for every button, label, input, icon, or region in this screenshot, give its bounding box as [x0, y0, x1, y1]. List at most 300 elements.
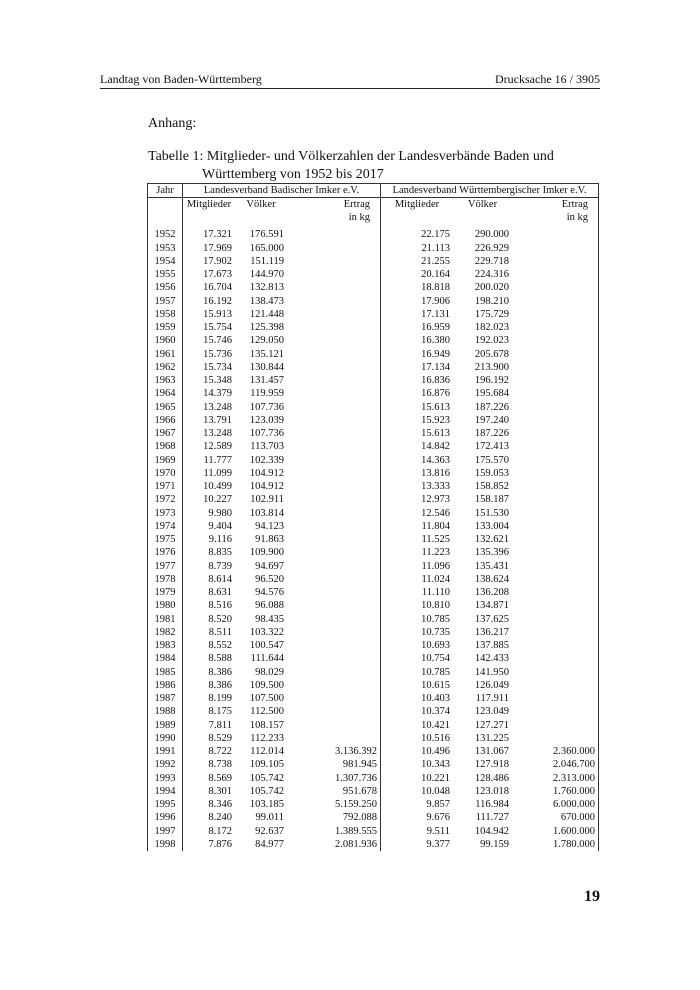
cell-members-wuerttemberg: 16.876: [381, 387, 454, 400]
cell-yield-wuerttemberg: [512, 308, 599, 321]
cell-yield-baden: [287, 679, 381, 692]
table-row: [148, 758, 599, 771]
cell-colonies-wuerttemberg: 172.413: [474, 441, 509, 453]
cell-colonies-baden: 176.591: [249, 229, 284, 241]
cell-colonies-wuerttemberg: 224.316: [474, 269, 509, 281]
cell-year: 1966: [148, 414, 183, 427]
cell-members-baden: 15.754: [183, 321, 236, 334]
cell-colonies-baden: 129.050: [249, 335, 284, 347]
col-header-colonies-wuerttemberg: Völker: [467, 199, 498, 211]
cell-colonies-wuerttemberg: 133.004: [474, 520, 509, 532]
col-header-yield-wuerttemberg: [512, 198, 599, 227]
cell-colonies-wuerttemberg: 137.885: [474, 640, 509, 652]
cell-year: 1998: [148, 838, 183, 851]
cell-colonies-wuerttemberg: 126.049: [474, 679, 509, 691]
cell-members-baden: 13.248: [183, 401, 236, 414]
table-row: [148, 785, 599, 798]
cell-members-baden: 15.734: [183, 361, 236, 374]
cell-yield-baden: 5.159.250: [335, 799, 377, 811]
cell-yield-baden: [287, 348, 381, 361]
cell-colonies-baden: 130.844: [249, 361, 284, 373]
cell-yield-baden: [287, 255, 381, 268]
cell-members-wuerttemberg: 10.785: [381, 666, 454, 679]
cell-yield-wuerttemberg: [512, 546, 599, 559]
cell-members-baden: 8.301: [183, 785, 236, 798]
cell-members-wuerttemberg: 11.024: [381, 573, 454, 586]
cell-colonies-baden: 112.233: [250, 732, 284, 744]
cell-colonies-baden: 94.123: [255, 520, 284, 532]
cell-yield-baden: [287, 480, 381, 493]
cell-members-wuerttemberg: 10.421: [381, 719, 454, 732]
cell-year: 1967: [148, 427, 183, 440]
cell-year: 1988: [148, 705, 183, 718]
cell-year: 1960: [148, 334, 183, 347]
cell-yield-wuerttemberg: [512, 242, 599, 255]
yield-label: Ertrag: [343, 199, 370, 211]
cell-members-wuerttemberg: 18.818: [381, 281, 454, 294]
cell-members-baden: 17.969: [183, 242, 236, 255]
table-row: [148, 560, 599, 573]
cell-colonies-baden: 98.029: [255, 666, 284, 678]
cell-members-baden: 8.588: [183, 652, 236, 665]
cell-colonies-baden: 98.435: [255, 613, 284, 625]
cell-colonies-baden: 144.970: [249, 269, 284, 281]
cell-colonies-baden: 105.742: [249, 772, 284, 784]
table-row: [148, 454, 599, 467]
cell-year: 1959: [148, 321, 183, 334]
cell-members-wuerttemberg: 10.735: [381, 626, 454, 639]
cell-yield-baden: 3.136.392: [335, 746, 377, 758]
cell-members-baden: 15.913: [183, 308, 236, 321]
cell-colonies-baden: 135.121: [249, 348, 284, 360]
table-row: [148, 666, 599, 679]
cell-colonies-wuerttemberg: 196.192: [474, 375, 509, 387]
table-row: [148, 745, 599, 758]
cell-members-wuerttemberg: 16.836: [381, 374, 454, 387]
cell-yield-wuerttemberg: [512, 719, 599, 732]
cell-yield-baden: [287, 666, 381, 679]
table-row: [148, 281, 599, 294]
cell-yield-wuerttemberg: 1.780.000: [512, 838, 599, 851]
cell-year: 1978: [148, 573, 183, 586]
cell-members-baden: 10.227: [183, 493, 236, 506]
cell-colonies-wuerttemberg: 104.942: [474, 825, 509, 837]
cell-yield-baden: [287, 573, 381, 586]
header-left: Landtag von Baden-Württemberg: [100, 72, 262, 86]
cell-year: 1970: [148, 467, 183, 480]
table-row: [148, 268, 599, 281]
cell-colonies-baden: 109.105: [249, 759, 284, 771]
cell-yield-wuerttemberg: [512, 573, 599, 586]
page-number: 19: [584, 888, 600, 905]
cell-year: 1989: [148, 719, 183, 732]
cell-members-baden: 17.673: [183, 268, 236, 281]
cell-colonies-wuerttemberg: 136.217: [474, 626, 509, 638]
table-row: [148, 838, 599, 851]
cell-year: 1974: [148, 520, 183, 533]
cell-colonies-wuerttemberg: 135.396: [474, 547, 509, 559]
cell-yield-baden: 981.945: [342, 759, 377, 771]
cell-colonies-wuerttemberg: 141.950: [474, 666, 509, 678]
table-row: [148, 599, 599, 612]
table-row: [148, 732, 599, 745]
cell-members-wuerttemberg: 10.785: [381, 613, 454, 626]
table-caption: [148, 148, 568, 184]
cell-members-baden: 8.614: [183, 573, 236, 586]
cell-colonies-baden: 151.119: [250, 255, 284, 267]
cell-colonies-wuerttemberg: 200.020: [474, 282, 509, 294]
cell-members-wuerttemberg: 9.857: [381, 798, 454, 811]
cell-year: 1997: [148, 825, 183, 838]
cell-yield-baden: [287, 268, 381, 281]
group-header-wuerttemberg: Landesverband Württembergischer Imker e.V.: [381, 184, 599, 198]
cell-colonies-baden: 123.039: [249, 414, 284, 426]
cell-yield-wuerttemberg: [512, 255, 599, 268]
cell-yield-wuerttemberg: [512, 639, 599, 652]
cell-members-baden: 7.876: [183, 838, 236, 851]
cell-members-wuerttemberg: 10.221: [381, 772, 454, 785]
cell-yield-baden: [287, 467, 381, 480]
cell-members-wuerttemberg: 10.754: [381, 652, 454, 665]
cell-yield-baden: [287, 242, 381, 255]
table-row: [148, 811, 599, 824]
cell-colonies-wuerttemberg: 175.570: [474, 454, 509, 466]
cell-members-baden: 9.404: [183, 520, 236, 533]
cell-colonies-wuerttemberg: 229.718: [474, 255, 509, 267]
cell-members-wuerttemberg: 10.403: [381, 692, 454, 705]
cell-yield-wuerttemberg: [512, 361, 599, 374]
cell-colonies-baden: 107.736: [249, 428, 284, 440]
cell-year: 1969: [148, 454, 183, 467]
cell-members-baden: 17.321: [183, 226, 236, 241]
table-row: [148, 427, 599, 440]
cell-yield-wuerttemberg: [512, 387, 599, 400]
cell-members-baden: 15.348: [183, 374, 236, 387]
table-row: [148, 613, 599, 626]
cell-members-baden: 8.739: [183, 560, 236, 573]
cell-colonies-baden: 125.398: [249, 322, 284, 334]
cell-year: 1992: [148, 758, 183, 771]
cell-yield-wuerttemberg: [512, 586, 599, 599]
cell-colonies-baden: 99.011: [255, 812, 284, 824]
table-row: [148, 798, 599, 811]
cell-members-wuerttemberg: 22.175: [381, 226, 454, 241]
cell-colonies-baden: 165.000: [249, 242, 284, 254]
cell-members-wuerttemberg: 13.816: [381, 467, 454, 480]
cell-members-baden: 11.099: [183, 467, 236, 480]
table-row: [148, 507, 599, 520]
cell-yield-baden: [287, 507, 381, 520]
cell-year: 1994: [148, 785, 183, 798]
cell-members-wuerttemberg: 11.096: [381, 560, 454, 573]
cell-colonies-wuerttemberg: 123.018: [474, 785, 509, 797]
col-header-yield-baden: [287, 198, 381, 227]
cell-members-wuerttemberg: 14.842: [381, 440, 454, 453]
cell-yield-baden: [287, 599, 381, 612]
cell-members-wuerttemberg: 14.363: [381, 454, 454, 467]
cell-yield-baden: [287, 546, 381, 559]
cell-yield-baden: [287, 427, 381, 440]
cell-members-wuerttemberg: 10.516: [381, 732, 454, 745]
cell-colonies-wuerttemberg: 142.433: [474, 653, 509, 665]
cell-members-wuerttemberg: 15.613: [381, 401, 454, 414]
cell-colonies-baden: 108.157: [249, 719, 284, 731]
cell-members-baden: 8.529: [183, 732, 236, 745]
cell-colonies-baden: 138.473: [249, 295, 284, 307]
cell-year: 1955: [148, 268, 183, 281]
table-row: [148, 401, 599, 414]
cell-colonies-wuerttemberg: 136.208: [474, 587, 509, 599]
cell-yield-wuerttemberg: 6.000.000: [512, 798, 599, 811]
cell-members-baden: 15.736: [183, 348, 236, 361]
cell-members-baden: 8.631: [183, 586, 236, 599]
cell-colonies-baden: 107.736: [249, 401, 284, 413]
cell-members-wuerttemberg: 11.110: [381, 586, 454, 599]
cell-members-wuerttemberg: 10.496: [381, 745, 454, 758]
cell-members-baden: 16.192: [183, 295, 236, 308]
cell-yield-wuerttemberg: [512, 493, 599, 506]
cell-colonies-wuerttemberg: 197.240: [474, 414, 509, 426]
cell-year: 1979: [148, 586, 183, 599]
cell-members-baden: 8.552: [183, 639, 236, 652]
cell-year: 1976: [148, 546, 183, 559]
cell-yield-wuerttemberg: [512, 520, 599, 533]
table-row: [148, 255, 599, 268]
cell-yield-wuerttemberg: [512, 626, 599, 639]
cell-year: 1954: [148, 255, 183, 268]
cell-yield-baden: [287, 719, 381, 732]
cell-colonies-baden: 104.912: [249, 467, 284, 479]
cell-colonies-baden: 92.637: [255, 825, 284, 837]
appendix-heading: Anhang:: [148, 116, 197, 131]
col-header-colonies-baden: Völker: [246, 199, 276, 211]
cell-year: 1993: [148, 772, 183, 785]
cell-yield-baden: [287, 295, 381, 308]
cell-yield-baden: [287, 533, 381, 546]
cell-members-baden: 8.738: [183, 758, 236, 771]
cell-members-baden: 8.346: [183, 798, 236, 811]
cell-year: 1952: [148, 226, 183, 241]
cell-yield-wuerttemberg: 1.600.000: [512, 825, 599, 838]
cell-colonies-baden: 94.576: [255, 587, 284, 599]
cell-year: 1973: [148, 507, 183, 520]
caption-line-1: Tabelle 1: Mitglieder- und Völkerzahlen der Landesverbände Baden und: [148, 149, 554, 164]
cell-year: 1990: [148, 732, 183, 745]
cell-year: 1963: [148, 374, 183, 387]
cell-year: 1956: [148, 281, 183, 294]
table-row: [148, 586, 599, 599]
cell-members-wuerttemberg: 9.377: [381, 838, 454, 851]
cell-yield-wuerttemberg: [512, 613, 599, 626]
table-row: [148, 334, 599, 347]
cell-yield-baden: [287, 560, 381, 573]
cell-members-wuerttemberg: 17.906: [381, 295, 454, 308]
cell-yield-wuerttemberg: [512, 414, 599, 427]
cell-colonies-baden: 104.912: [249, 481, 284, 493]
cell-yield-wuerttemberg: [512, 692, 599, 705]
cell-colonies-wuerttemberg: 187.226: [474, 428, 509, 440]
cell-yield-wuerttemberg: [512, 599, 599, 612]
cell-year: 1972: [148, 493, 183, 506]
cell-year: 1987: [148, 692, 183, 705]
cell-members-wuerttemberg: 9.676: [381, 811, 454, 824]
cell-yield-baden: [287, 440, 381, 453]
cell-yield-wuerttemberg: [512, 652, 599, 665]
cell-colonies-wuerttemberg: 213.900: [474, 361, 509, 373]
cell-members-baden: 14.379: [183, 387, 236, 400]
table-row: [148, 374, 599, 387]
cell-members-wuerttemberg: 10.374: [381, 705, 454, 718]
cell-year: 1984: [148, 652, 183, 665]
cell-members-baden: 8.386: [183, 666, 236, 679]
cell-yield-wuerttemberg: [512, 295, 599, 308]
cell-members-baden: 17.902: [183, 255, 236, 268]
cell-members-baden: 8.511: [183, 626, 236, 639]
cell-colonies-baden: 103.185: [249, 799, 284, 811]
cell-colonies-baden: 112.500: [250, 706, 284, 718]
table-row: [148, 242, 599, 255]
cell-yield-wuerttemberg: [512, 281, 599, 294]
cell-year: 1965: [148, 401, 183, 414]
table-row: [148, 719, 599, 732]
cell-members-wuerttemberg: 20.164: [381, 268, 454, 281]
cell-year: 1962: [148, 361, 183, 374]
cell-colonies-baden: 111.644: [250, 653, 284, 665]
cell-colonies-baden: 112.014: [250, 746, 284, 758]
cell-yield-wuerttemberg: [512, 334, 599, 347]
cell-members-baden: 9.116: [183, 533, 236, 546]
cell-yield-wuerttemberg: [512, 480, 599, 493]
cell-yield-wuerttemberg: [512, 467, 599, 480]
col-header-members-wuerttemberg: Mitglieder: [381, 198, 454, 227]
cell-yield-wuerttemberg: [512, 401, 599, 414]
cell-yield-wuerttemberg: [512, 560, 599, 573]
cell-colonies-wuerttemberg: 134.871: [474, 600, 509, 612]
table-row: [148, 679, 599, 692]
cell-yield-baden: [287, 705, 381, 718]
cell-members-wuerttemberg: 10.693: [381, 639, 454, 652]
cell-colonies-wuerttemberg: 195.684: [474, 388, 509, 400]
cell-yield-baden: [287, 626, 381, 639]
cell-yield-wuerttemberg: [512, 226, 599, 241]
cell-year: 1957: [148, 295, 183, 308]
cell-yield-baden: [287, 361, 381, 374]
cell-members-baden: 13.248: [183, 427, 236, 440]
table-row: [148, 692, 599, 705]
cell-colonies-baden: 96.520: [255, 573, 284, 585]
cell-colonies-wuerttemberg: 159.053: [474, 467, 509, 479]
cell-members-baden: 7.811: [183, 719, 236, 732]
cell-members-wuerttemberg: 15.613: [381, 427, 454, 440]
cell-year: 1985: [148, 666, 183, 679]
cell-yield-baden: [287, 454, 381, 467]
cell-members-baden: 8.569: [183, 772, 236, 785]
cell-members-wuerttemberg: 17.134: [381, 361, 454, 374]
cell-year: 1968: [148, 440, 183, 453]
cell-colonies-baden: 131.457: [249, 375, 284, 387]
cell-members-baden: 8.199: [183, 692, 236, 705]
cell-yield-wuerttemberg: [512, 679, 599, 692]
cell-colonies-baden: 109.900: [249, 547, 284, 559]
cell-year: 1986: [148, 679, 183, 692]
cell-colonies-wuerttemberg: 135.431: [474, 560, 509, 572]
cell-members-wuerttemberg: 10.810: [381, 599, 454, 612]
cell-yield-baden: [287, 613, 381, 626]
cell-yield-baden: [287, 401, 381, 414]
cell-yield-baden: [287, 334, 381, 347]
table-row: [148, 414, 599, 427]
cell-yield-wuerttemberg: [512, 666, 599, 679]
cell-members-wuerttemberg: 10.048: [381, 785, 454, 798]
cell-colonies-baden: 84.977: [255, 838, 284, 850]
table-row: [148, 467, 599, 480]
yield-label: Ertrag: [561, 199, 588, 211]
cell-year: 1983: [148, 639, 183, 652]
cell-members-baden: 8.520: [183, 613, 236, 626]
cell-colonies-wuerttemberg: 132.621: [474, 534, 509, 546]
table-row: [148, 546, 599, 559]
table-row: [148, 361, 599, 374]
cell-yield-baden: [287, 226, 381, 241]
col-header-year-blank: [148, 198, 183, 227]
cell-colonies-wuerttemberg: 138.624: [474, 573, 509, 585]
cell-colonies-wuerttemberg: 226.929: [474, 242, 509, 254]
cell-colonies-baden: 107.500: [249, 693, 284, 705]
cell-members-baden: 8.516: [183, 599, 236, 612]
cell-colonies-baden: 100.547: [249, 640, 284, 652]
col-header-members-baden: Mitglieder: [183, 198, 236, 227]
cell-members-baden: 8.386: [183, 679, 236, 692]
table-row: [148, 626, 599, 639]
table-row: [148, 480, 599, 493]
cell-members-baden: 11.777: [183, 454, 236, 467]
yield-unit: in kg: [348, 212, 370, 224]
cell-members-baden: 10.499: [183, 480, 236, 493]
cell-yield-baden: [287, 308, 381, 321]
cell-colonies-wuerttemberg: 182.023: [474, 322, 509, 334]
cell-year: 1981: [148, 613, 183, 626]
cell-colonies-baden: 113.703: [250, 441, 284, 453]
cell-yield-baden: [287, 652, 381, 665]
cell-members-baden: 8.722: [183, 745, 236, 758]
cell-colonies-wuerttemberg: 158.187: [474, 494, 509, 506]
cell-members-wuerttemberg: 9.511: [381, 825, 454, 838]
cell-members-wuerttemberg: 13.333: [381, 480, 454, 493]
cell-members-baden: 15.746: [183, 334, 236, 347]
cell-colonies-wuerttemberg: 117.911: [475, 693, 509, 705]
cell-members-wuerttemberg: 15.923: [381, 414, 454, 427]
beekeeper-table: [147, 183, 599, 851]
cell-members-wuerttemberg: 17.131: [381, 308, 454, 321]
cell-colonies-baden: 121.448: [249, 308, 284, 320]
cell-members-baden: 16.704: [183, 281, 236, 294]
cell-members-baden: 9.980: [183, 507, 236, 520]
cell-colonies-baden: 103.814: [249, 507, 284, 519]
cell-colonies-wuerttemberg: 175.729: [474, 308, 509, 320]
cell-yield-wuerttemberg: [512, 705, 599, 718]
cell-year: 1996: [148, 811, 183, 824]
cell-colonies-baden: 109.500: [249, 679, 284, 691]
cell-colonies-baden: 105.742: [249, 785, 284, 797]
cell-members-baden: 13.791: [183, 414, 236, 427]
cell-members-wuerttemberg: 16.380: [381, 334, 454, 347]
col-header-year: Jahr: [148, 184, 183, 198]
cell-yield-wuerttemberg: [512, 507, 599, 520]
cell-year: 1980: [148, 599, 183, 612]
cell-yield-wuerttemberg: 2.046.700: [512, 758, 599, 771]
cell-yield-wuerttemberg: [512, 454, 599, 467]
table-row: [148, 533, 599, 546]
